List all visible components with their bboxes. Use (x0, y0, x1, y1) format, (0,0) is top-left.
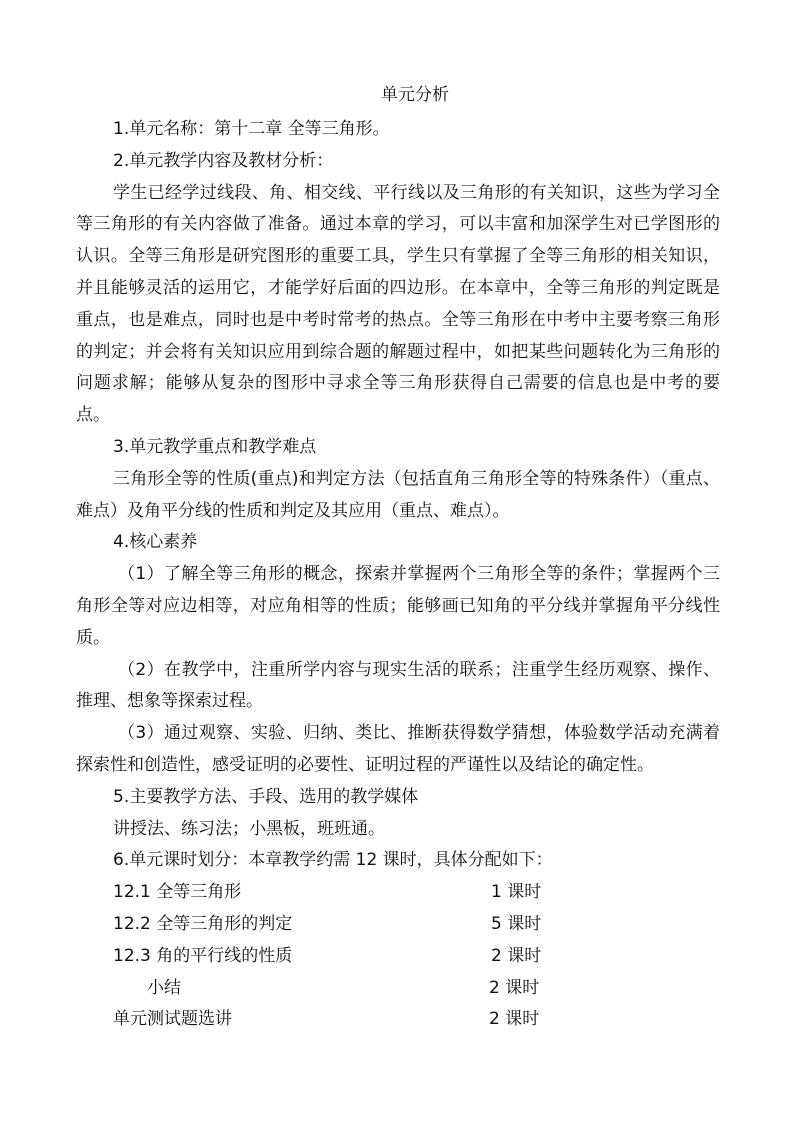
schedule-table (76, 877, 720, 1036)
schedule-row (113, 973, 720, 1005)
schedule-topic: 小结 (147, 977, 181, 998)
section-6-heading: 6.单元课时划分：本章教学约需 12 课时，具体分配如下： (113, 850, 553, 871)
section-1-heading: 1.单元名称：第十二章 全等三角形。 (113, 119, 390, 139)
schedule-hours: 2 课时 (489, 1009, 540, 1030)
schedule-hours: 2 课时 (491, 945, 542, 966)
document-body (76, 114, 720, 1036)
section-4-item-3: （3）通过观察、实验、归纳、类比、推断获得数学猜想，体验数学活动充满着探索性和创造性，感受证明的必要性、证明过程的严谨性以及结论的确定性。 (76, 723, 720, 775)
schedule-hours: 5 课时 (491, 913, 542, 934)
schedule-hours: 1 课时 (491, 882, 542, 903)
document-title: 单元分析 (381, 85, 449, 105)
section-2-paragraph: 学生已经学过线段、角、相交线、平行线以及三角形的有关知识，这些为学习全等三角形的有关内容做了准备。通过本章的学习，可以丰富和加深学生对已学图形的认识。全等三角形是研究图形的重要工具，学生只有掌握了全等三角形的相关知识，并且能够灵活的运用它，才能学好后面的四边形。在本章中，全等三角形的判定既是重点，也是难点，同时也是中考时常考的热点。全等三角形在中考中主要考察三角形的判定；并会将有关知识应用到综合题的解题过程中，如把某些问题转化为三角形的问题求解；能够从复杂的图形中寻求全等三角形获得自己需要的信息也是中考的要点。 (76, 182, 720, 426)
schedule-row (113, 1004, 720, 1036)
schedule-topic: 单元测试题选讲 (113, 1009, 232, 1030)
section-4-item-2: （2）在教学中，注重所学内容与现实生活的联系；注重学生经历观察、操作、推理、想象等探索过程。 (76, 659, 720, 712)
section-3-paragraph: 三角形全等的性质(重点)和判定方法（包括直角三角形全等的特殊条件）（重点、难点）及角平分线的性质和判定及其应用（重点、难点）。 (76, 468, 720, 521)
section-2-heading: 2.单元教学内容及教材分析： (113, 150, 334, 171)
schedule-topic: 12.1 全等三角形 (113, 882, 242, 903)
section-5-paragraph: 讲授法、练习法；小黑板，班班通。 (113, 818, 385, 839)
section-4-item-1: （1）了解全等三角形的概念，探索并掌握两个三角形全等的条件；掌握两个三角形全等对应边相等，对应角相等的性质；能够画已知角的平分线并掌握角平分线性质。 (76, 564, 720, 648)
schedule-row (113, 941, 720, 973)
schedule-topic: 12.2 全等三角形的判定 (113, 913, 293, 934)
schedule-hours: 2 课时 (489, 977, 540, 998)
schedule-topic: 12.3 角的平行线的性质 (113, 945, 293, 966)
section-5-heading: 5.主要教学方法、手段、选用的教学媒体 (113, 786, 419, 807)
schedule-row (113, 909, 720, 941)
section-4-heading: 4.核心素养 (113, 532, 198, 553)
schedule-row (113, 877, 720, 909)
section-3-heading: 3.单元教学重点和教学难点 (113, 436, 317, 457)
